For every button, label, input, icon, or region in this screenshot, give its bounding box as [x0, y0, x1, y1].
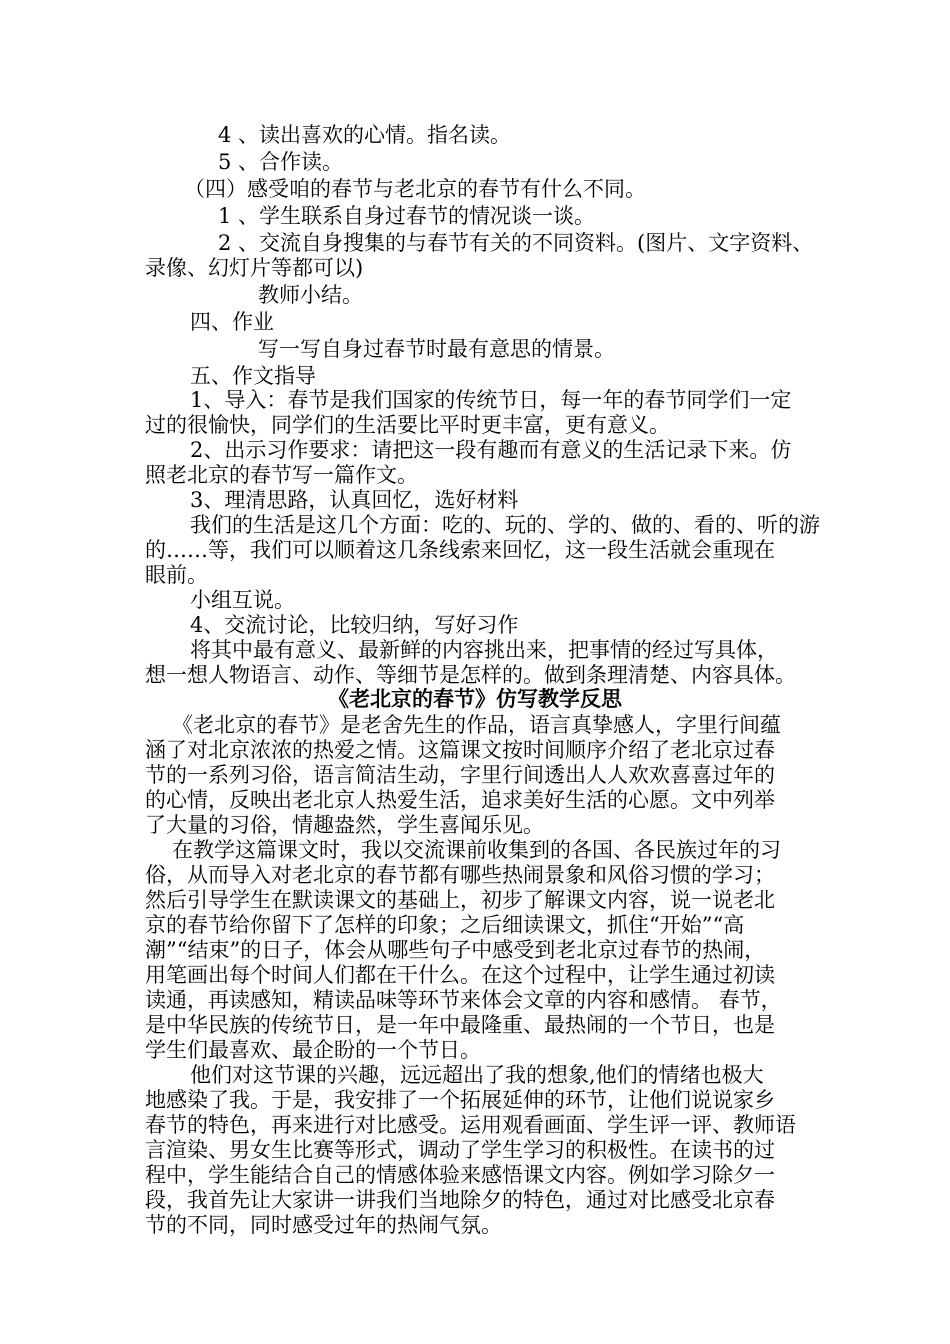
text-line: 言渲染、男女生比赛等形式，调动了学生学习的积极性。在读书的过 [145, 1138, 775, 1162]
text-line: 眼前。 [145, 563, 208, 587]
text-line: 涵了对北京浓浓的热爱之情。这篇课文按时间顺序介绍了老北京过春 [145, 738, 775, 762]
text-line: 教师小结。 [258, 283, 363, 307]
text-line: 是中华民族的传统节日，是一年中最隆重、最热闹的一个节日，也是 [145, 1013, 775, 1037]
text-line: 的心情，反映出老北京人热爱生活，追求美好生活的心愿。文中列举 [145, 788, 775, 812]
text-line: 想一想人物语言、动作、等细节是怎样的。做到条理清楚、内容具体。 [145, 663, 796, 687]
text-line: 3、理清思路，认真回忆，选好材料 [190, 488, 519, 512]
text-line: 学生们最喜欢、最企盼的一个节日。 [145, 1038, 481, 1062]
text-line: 写一写自身过春节时最有意思的情景。 [258, 337, 615, 361]
text-line: 俗，从而导入对老北京的春节都有哪些热闹景象和风俗习惯的学习； [145, 863, 775, 887]
text-line: 京的春节给你留下了怎样的印象；之后细读课文，抓住“开始”“高 [145, 913, 745, 937]
text-line: 5 、合作读。 [218, 150, 344, 174]
text-line: 我们的生活是这几个方面：吃的、玩的、学的、做的、看的、听的游 [190, 513, 820, 537]
text-line: 录像、幻灯片等都可以) [145, 256, 364, 280]
text-line: 4 、读出喜欢的心情。指名读。 [218, 123, 512, 147]
text-line: 段，我首先让大家讲一讲我们当地除夕的特色，通过对比感受北京春 [145, 1188, 775, 1212]
text-line: 潮”“结束”的日子，体会从哪些句子中感受到老北京过春节的热闹， [145, 938, 766, 962]
text-line: 春节的特色，再来进行对比感受。运用观看画面、学生评一评、教师语 [145, 1113, 796, 1137]
text-line: 在教学这篇课文时，我以交流课前收集到的各国、各民族过年的习 [172, 838, 781, 862]
text-line: 2、出示习作要求：请把这一段有趣而有意义的生活记录下来。仿 [190, 438, 792, 462]
text-line: 然后引导学生在默读课文的基础上，初步了解课文内容，说一说老北 [145, 888, 775, 912]
text-line: 节的不同，同时感受过年的热闹气氛。 [145, 1213, 502, 1237]
text-line: 他们对这节课的兴趣，远远超出了我的想象,他们的情绪也极大 [190, 1063, 764, 1087]
text-line: 四、作业 [190, 310, 274, 334]
text-line: 过的很愉快，同学们的生活要比平时更丰富，更有意义。 [145, 413, 670, 437]
text-line: 《老北京的春节》是老舍先生的作品，语言真挚感人，字里行间蕴 [172, 713, 781, 737]
text-line: 4、交流讨论，比较归纳，写好习作 [190, 613, 519, 637]
text-line: 照老北京的春节写一篇作文。 [145, 463, 418, 487]
text-line: 用笔画出每个时间人们都在干什么。在这个过程中，让学生通过初读 [145, 963, 775, 987]
text-line: 1、导入：春节是我们国家的传统节日，每一年的春节同学们一定 [190, 388, 792, 412]
text-line: 1 、学生联系自身过春节的情况谈一谈。 [218, 204, 596, 228]
text-line: 读通，再读感知，精读品味等环节来体会文章的内容和感情。 春节， [145, 988, 782, 1012]
text-line: 节的一系列习俗，语言简洁生动，字里行间透出人人欢欢喜喜过年的 [145, 763, 775, 787]
text-line: 程中，学生能结合自己的情感体验来感悟课文内容。例如学习除夕一 [145, 1163, 775, 1187]
text-line: 地感染了我。于是，我安排了一个拓展延伸的环节，让他们说说家乡 [145, 1088, 775, 1112]
text-line: 2 、交流自身搜集的与春节有关的不同资料。(图片、文字资料、 [218, 231, 814, 255]
text-line: 了大量的习俗，情趣盎然，学生喜闻乐见。 [145, 813, 544, 837]
text-line: 五、作文指导 [190, 364, 316, 388]
text-line: （四）感受咱的春节与老北京的春节有什么不同。 [184, 177, 646, 201]
text-line: 将其中最有意义、最新鲜的内容挑出来，把事情的经过写具体， [190, 638, 778, 662]
text-line: 的……等，我们可以顺着这几条线索来回忆，这一段生活就会重现在 [145, 538, 775, 562]
section-title: 《老北京的春节》仿写教学反思 [328, 686, 622, 711]
text-line: 小组互说。 [190, 588, 295, 612]
